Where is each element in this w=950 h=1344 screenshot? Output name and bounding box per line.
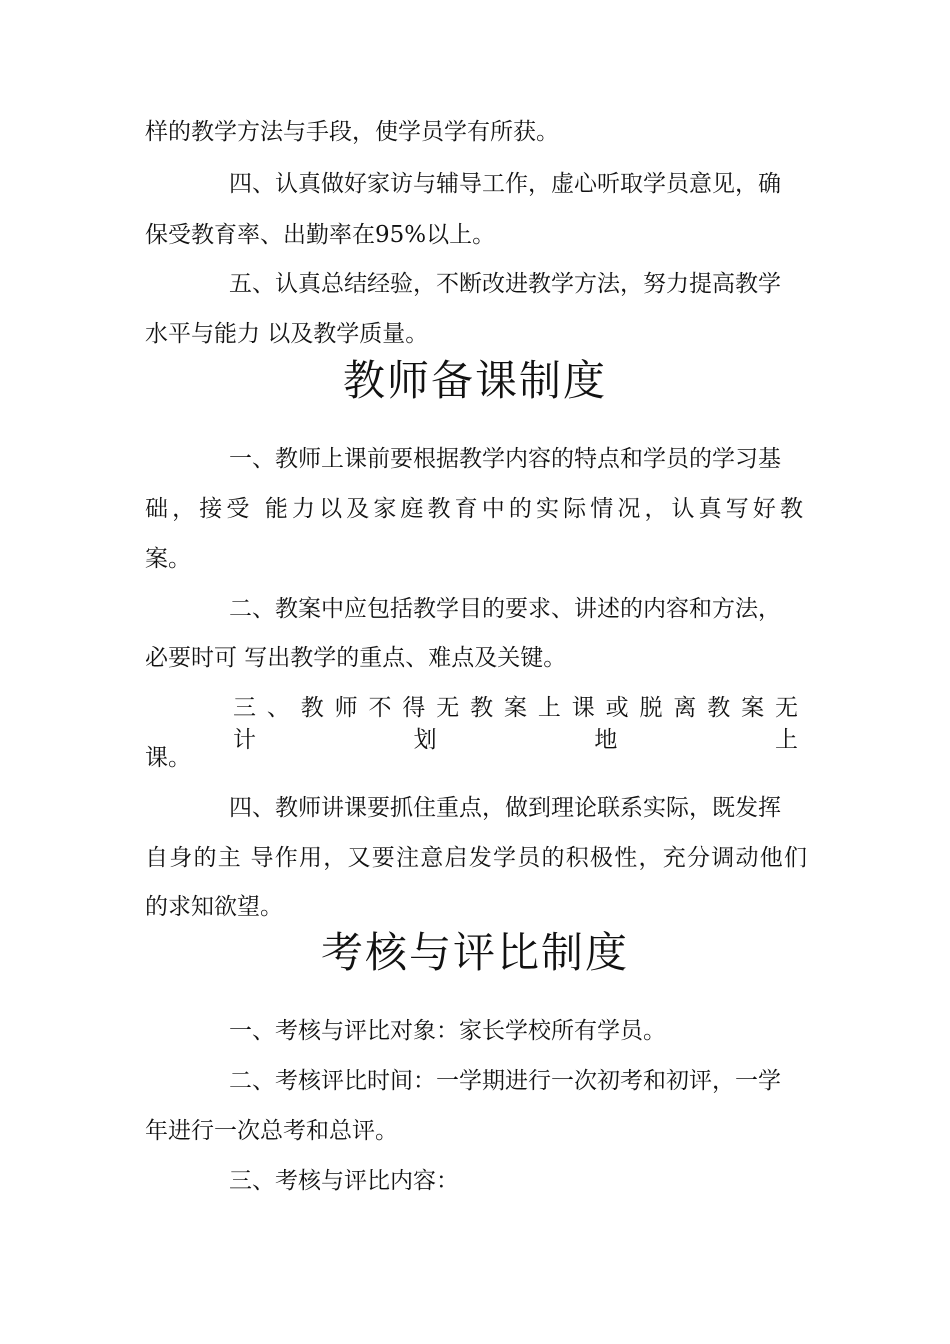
paragraph-line: 水平与能力 以及教学质量。 bbox=[145, 321, 429, 347]
paragraph-line: 二、考核评比时间：一学期进行一次初考和初评，一学 bbox=[229, 1068, 781, 1094]
paragraph-line: 自身的主 导作用，又要注意启发学员的积极性，充分调动他们 bbox=[145, 845, 807, 871]
paragraph-line: 一、考核与评比对象：家长学校所有学员。 bbox=[229, 1018, 666, 1044]
paragraph-line: 二、教案中应包括教学目的要求、讲述的内容和方法， bbox=[229, 596, 781, 622]
paragraph-line: 必要时可 写出教学的重点、难点及关键。 bbox=[145, 645, 567, 671]
section-heading-assessment: 考核与评比制度 bbox=[320, 928, 629, 977]
paragraph-line: 四、教师讲课要抓住重点，做到理论联系实际，既发挥 bbox=[229, 795, 781, 821]
paragraph-line: 四、认真做好家访与辅导工作，虚心听取学员意见，确 bbox=[229, 171, 781, 197]
paragraph-line: 一、教师上课前要根据教学内容的特点和学员的学习基 bbox=[229, 446, 781, 472]
paragraph-line: 的求知欲望。 bbox=[145, 894, 283, 920]
paragraph-line: 保受教育率、出勤率在95%以上。 bbox=[145, 222, 496, 248]
paragraph-line: 年进行一次总考和总评。 bbox=[145, 1118, 398, 1144]
paragraph-line: 案。 bbox=[145, 546, 191, 572]
paragraph-line: 课。 bbox=[145, 745, 191, 771]
paragraph-line: 样的教学方法与手段，使学员学有所获。 bbox=[145, 119, 559, 145]
section-heading-lesson-prep: 教师备课制度 bbox=[342, 356, 607, 405]
paragraph-line: 五、认真总结经验，不断改进教学方法，努力提高教学 bbox=[229, 271, 781, 297]
paragraph-line: 三、考核与评比内容： bbox=[229, 1168, 459, 1194]
paragraph-line: 础，接受 能力以及家庭教育中的实际情况，认真写好教 bbox=[145, 496, 807, 522]
paragraph-line: 三、教师不得无教案上课或脱离教案无计划地上 bbox=[233, 695, 807, 753]
